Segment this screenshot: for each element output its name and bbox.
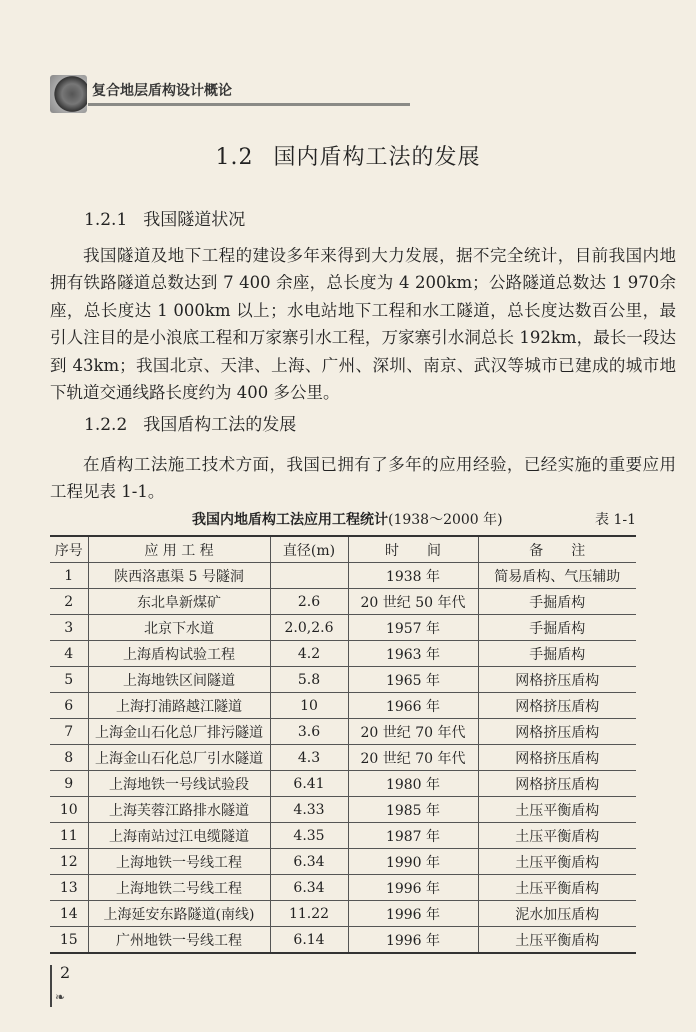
table-cell: 网格挤压盾构	[478, 771, 636, 797]
table-cell: 土压平衡盾构	[478, 875, 636, 901]
table-number: 表 1-1	[595, 512, 636, 528]
table-cell: 4	[50, 641, 88, 667]
table-cell: 网格挤压盾构	[478, 693, 636, 719]
subsection-heading-1	[84, 205, 245, 230]
table-cell: 上海地铁一号线工程	[88, 849, 270, 875]
table-cell: 11	[50, 823, 88, 849]
table-cell: 3.6	[270, 719, 348, 745]
table-cell: 11.22	[270, 901, 348, 927]
column-header: 序号	[50, 536, 88, 563]
table-cell: 1996 年	[348, 901, 478, 927]
table-row	[50, 745, 636, 771]
table-cell: 1965 年	[348, 667, 478, 693]
subsection-title: 我国隧道状况	[143, 210, 246, 230]
subsection-number: 1.2.2	[84, 415, 128, 435]
table-cell: 15	[50, 927, 88, 954]
shield-machine-icon	[50, 75, 87, 113]
table-cell: 6.34	[270, 849, 348, 875]
table-row	[50, 797, 636, 823]
table-cell: 土压平衡盾构	[478, 797, 636, 823]
table-row	[50, 875, 636, 901]
table-cell: 9	[50, 771, 88, 797]
table-cell: 5.8	[270, 667, 348, 693]
table-cell: 北京下水道	[88, 615, 270, 641]
table-row	[50, 615, 636, 641]
table-row	[50, 693, 636, 719]
table-cell: 4.3	[270, 745, 348, 771]
table-row	[50, 901, 636, 927]
table-cell: 20 世纪 70 年代	[348, 745, 478, 771]
table-cell: 上海金山石化总厂引水隧道	[88, 745, 270, 771]
column-header: 应 用 工 程	[88, 536, 270, 563]
subsection-number: 1.2.1	[84, 210, 128, 230]
table-cell: 上海打浦路越江隧道	[88, 693, 270, 719]
paragraph-shield: 在盾构工法施工技术方面，我国已拥有了多年的应用经验，已经实施的重要应用工程见表 1-1。	[50, 455, 676, 502]
section-number: 1.2	[215, 145, 254, 170]
table-cell: 2	[50, 589, 88, 615]
table-title: 我国内地盾构工法应用工程统计(1938～2000 年)	[192, 512, 503, 528]
table-cell: 13	[50, 875, 88, 901]
table-cell: 20 世纪 70 年代	[348, 719, 478, 745]
section-heading	[0, 140, 696, 171]
table-cell: 6.41	[270, 771, 348, 797]
table-row	[50, 849, 636, 875]
table-cell: 1938 年	[348, 563, 478, 589]
table-cell: 网格挤压盾构	[478, 745, 636, 771]
table-cell: 泥水加压盾构	[478, 901, 636, 927]
table-cell: 上海地铁二号线工程	[88, 875, 270, 901]
table-row	[50, 563, 636, 589]
leaf-ornament-icon: ❧	[55, 990, 66, 1004]
table-cell: 4.35	[270, 823, 348, 849]
table-cell: 4.2	[270, 641, 348, 667]
table-row	[50, 667, 636, 693]
table-cell: 4.33	[270, 797, 348, 823]
table-cell: 7	[50, 719, 88, 745]
column-header: 直径(m)	[270, 536, 348, 563]
table-row	[50, 719, 636, 745]
table-cell: 6.14	[270, 927, 348, 954]
table-cell: 网格挤压盾构	[478, 719, 636, 745]
column-header: 备 注	[478, 536, 636, 563]
table-cell: 手掘盾构	[478, 641, 636, 667]
table-cell: 上海盾构试验工程	[88, 641, 270, 667]
table-cell: 上海地铁区间隧道	[88, 667, 270, 693]
table-row	[50, 589, 636, 615]
table-cell: 广州地铁一号线工程	[88, 927, 270, 954]
table-cell: 6.34	[270, 875, 348, 901]
table-cell: 10	[270, 693, 348, 719]
table-row	[50, 771, 636, 797]
table-header-row	[50, 536, 636, 563]
table-cell: 1985 年	[348, 797, 478, 823]
table-row	[50, 823, 636, 849]
table-cell: 上海地铁一号线试验段	[88, 771, 270, 797]
table-cell: 2.0,2.6	[270, 615, 348, 641]
table-cell: 10	[50, 797, 88, 823]
page-number: 2	[60, 963, 71, 982]
table-cell: 1990 年	[348, 849, 478, 875]
table-cell: 简易盾构、气压辅助	[478, 563, 636, 589]
table-row	[50, 641, 636, 667]
table-cell: 1987 年	[348, 823, 478, 849]
table-cell	[270, 563, 348, 589]
table-cell: 1996 年	[348, 875, 478, 901]
table-cell: 1963 年	[348, 641, 478, 667]
table-cell: 陕西洛惠渠 5 号隧洞	[88, 563, 270, 589]
table-cell: 上海芙蓉江路排水隧道	[88, 797, 270, 823]
table-cell: 5	[50, 667, 88, 693]
table-cell: 东北阜新煤矿	[88, 589, 270, 615]
table-cell: 6	[50, 693, 88, 719]
table-cell: 20 世纪 50 年代	[348, 589, 478, 615]
table-cell: 1957 年	[348, 615, 478, 641]
column-header: 时 间	[348, 536, 478, 563]
shield-projects-table	[50, 535, 636, 954]
header-rule	[88, 103, 410, 106]
table-cell: 土压平衡盾构	[478, 849, 636, 875]
table-cell: 手掘盾构	[478, 615, 636, 641]
running-header-title: 复合地层盾构设计概论	[92, 83, 232, 99]
table-cell: 2.6	[270, 589, 348, 615]
table-row	[50, 927, 636, 954]
table-cell: 土压平衡盾构	[478, 823, 636, 849]
table-cell: 1966 年	[348, 693, 478, 719]
table-cell: 14	[50, 901, 88, 927]
table-cell: 8	[50, 745, 88, 771]
table-cell: 12	[50, 849, 88, 875]
table-cell: 1	[50, 563, 88, 589]
table-cell: 1996 年	[348, 927, 478, 954]
table-cell: 手掘盾构	[478, 589, 636, 615]
table-cell: 网格挤压盾构	[478, 667, 636, 693]
table-cell: 上海延安东路隧道(南线)	[88, 901, 270, 927]
table-cell: 土压平衡盾构	[478, 927, 636, 954]
subsection-heading-2	[84, 410, 296, 435]
table-cell: 3	[50, 615, 88, 641]
table-cell: 上海南站过江电缆隧道	[88, 823, 270, 849]
table-cell: 上海金山石化总厂排污隧道	[88, 719, 270, 745]
subsection-title: 我国盾构工法的发展	[143, 415, 297, 435]
table-cell: 1980 年	[348, 771, 478, 797]
page-ornament	[50, 965, 52, 1007]
section-title: 国内盾构工法的发展	[273, 145, 481, 170]
paragraph-tunnels: 我国隧道及地下工程的建设多年来得到大力发展，据不完全统计，目前我国内地拥有铁路隧道总数达到 7 400 余座，总长度为 4 200km；公路隧道总数达 1 970余座，总长度达 1 000km 以上；水电站地下工程和水工隧道，总长度达数百公里，最引人注目的是小浪底工程和万家寨引水工程，万家寨引水洞总长 192km，最长一段达到 43km；我国北京、天津、上海、广州、深圳、南京、武汉等城市已建成的城市地下轨道交通线路长度约为 400 多公里。	[50, 246, 676, 403]
